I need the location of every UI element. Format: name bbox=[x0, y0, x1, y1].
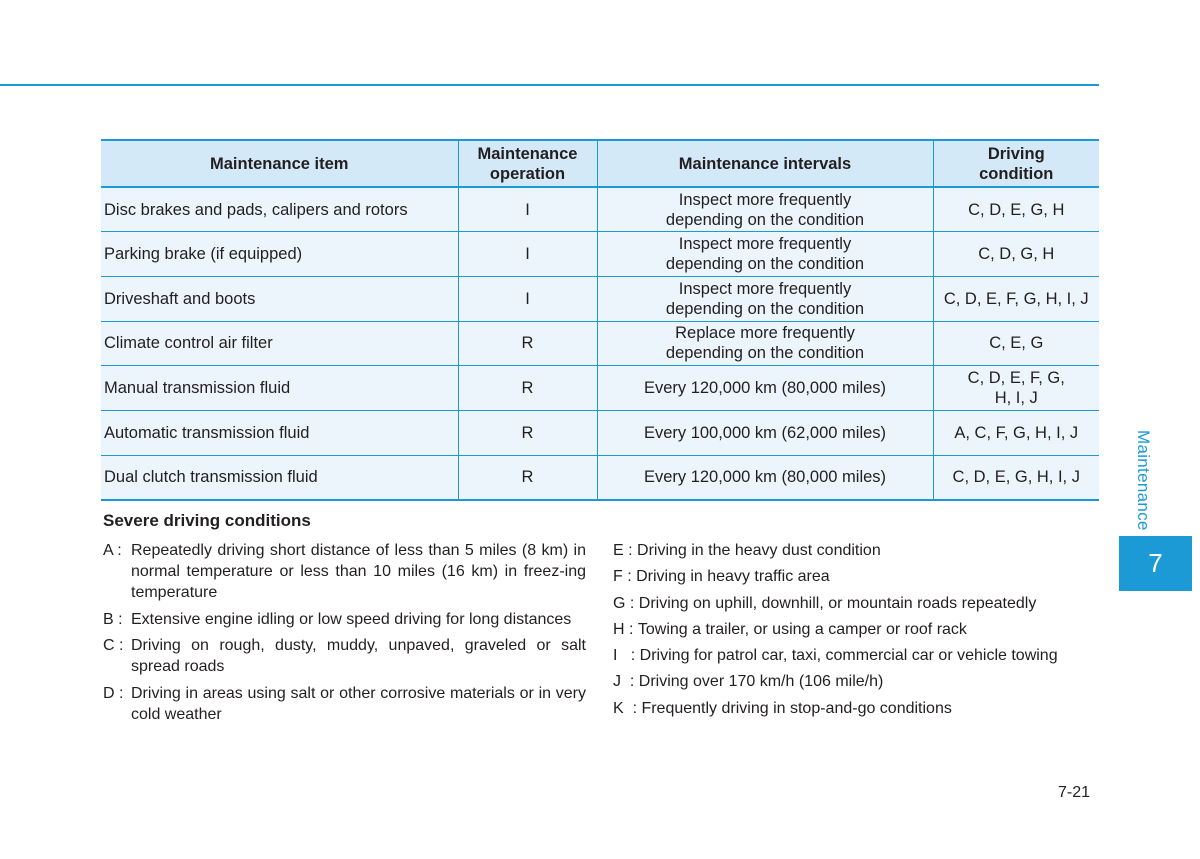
chapter-number: 7 bbox=[1148, 548, 1163, 578]
list-item bbox=[613, 593, 1093, 614]
condition-text: Driving in areas using salt or other corrosive materials or in very cold weather bbox=[131, 684, 586, 723]
table-row bbox=[101, 455, 1099, 500]
list-item bbox=[613, 671, 1093, 692]
list-item bbox=[103, 683, 586, 725]
condition-letter: F : bbox=[613, 568, 637, 586]
condition-text: Driving on uphill, downhill, or mountain roads repeatedly bbox=[638, 594, 1037, 612]
list-item bbox=[613, 645, 1093, 666]
table-row bbox=[101, 321, 1099, 366]
condition-text: Driving on rough, dusty, muddy, unpaved, graveled or salt spread roads bbox=[131, 637, 586, 675]
condition-text: Extensive engine idling or low speed driving for long distances bbox=[131, 610, 572, 628]
cell-operation: I bbox=[458, 276, 597, 321]
list-item bbox=[613, 698, 1093, 719]
condition-letter: A : bbox=[103, 542, 122, 559]
top-rule bbox=[0, 84, 1099, 86]
cell-operation: R bbox=[458, 366, 597, 411]
cell-condition: A, C, F, G, H, I, J bbox=[933, 410, 1099, 455]
cell-interval: Every 120,000 km (80,000 miles) bbox=[597, 366, 933, 411]
condition-letter: K : bbox=[613, 699, 642, 717]
page-number: 7-21 bbox=[1058, 784, 1091, 801]
condition-letter: C : bbox=[103, 637, 124, 654]
cell-item: Disc brakes and pads, calipers and rotors bbox=[101, 187, 458, 232]
cell-interval: Replace more frequently depending on the condition bbox=[597, 321, 933, 366]
condition-text: Driving in the heavy dust condition bbox=[637, 542, 881, 559]
list-item bbox=[103, 635, 586, 677]
condition-text: Driving in heavy traffic area bbox=[636, 568, 830, 586]
condition-letter: E : bbox=[613, 542, 638, 559]
cell-interval: Inspect more frequently depending on the condition bbox=[597, 276, 933, 321]
cell-operation: I bbox=[458, 187, 597, 232]
condition-letter: H : bbox=[613, 620, 638, 638]
cell-interval: Inspect more frequently depending on the condition bbox=[597, 232, 933, 277]
cell-condition: C, D, E, F, G, H, I, J bbox=[933, 366, 1099, 411]
condition-letter: B : bbox=[103, 610, 123, 628]
table-row bbox=[101, 366, 1099, 411]
condition-text: Frequently driving in stop-and-go conditions bbox=[641, 699, 952, 717]
cell-item: Parking brake (if equipped) bbox=[101, 232, 458, 277]
table-row bbox=[101, 276, 1099, 321]
cell-item: Driveshaft and boots bbox=[101, 276, 458, 321]
condition-text: Towing a trailer, or using a camper or roof rack bbox=[637, 620, 967, 638]
cell-interval: Every 120,000 km (80,000 miles) bbox=[597, 455, 933, 500]
header-maintenance-operation: Maintenance operation bbox=[458, 140, 597, 187]
maintenance-table bbox=[101, 139, 1099, 501]
cell-condition: C, D, E, G, H, I, J bbox=[933, 455, 1099, 500]
condition-text: Driving for patrol car, taxi, commercial car or vehicle towing bbox=[639, 647, 1058, 665]
header-maintenance-intervals: Maintenance intervals bbox=[597, 140, 933, 187]
cell-item: Automatic transmission fluid bbox=[101, 410, 458, 455]
cell-operation: R bbox=[458, 321, 597, 366]
list-item bbox=[613, 619, 1093, 640]
cell-operation: R bbox=[458, 455, 597, 500]
header-driving-condition: Driving condition bbox=[933, 140, 1099, 187]
table-row bbox=[101, 410, 1099, 455]
header-maintenance-item: Maintenance item bbox=[101, 140, 458, 187]
condition-letter: D : bbox=[103, 684, 124, 702]
condition-text: Driving over 170 km/h (106 mile/h) bbox=[638, 673, 884, 691]
cell-item: Dual clutch transmission fluid bbox=[101, 455, 458, 500]
table-header-row bbox=[101, 140, 1099, 187]
list-item bbox=[103, 540, 586, 603]
list-item bbox=[103, 609, 586, 630]
conditions-left-column bbox=[103, 540, 586, 730]
cell-item: Climate control air filter bbox=[101, 321, 458, 366]
condition-letter: J : bbox=[613, 673, 639, 691]
condition-letter: I : bbox=[613, 647, 640, 665]
cell-condition: C, D, E, F, G, H, I, J bbox=[933, 276, 1099, 321]
cell-operation: I bbox=[458, 232, 597, 277]
cell-item: Manual transmission fluid bbox=[101, 366, 458, 411]
cell-interval: Every 100,000 km (62,000 miles) bbox=[597, 410, 933, 455]
list-item bbox=[613, 540, 1093, 561]
table-row bbox=[101, 187, 1099, 232]
cell-condition: C, D, G, H bbox=[933, 232, 1099, 277]
cell-condition: C, E, G bbox=[933, 321, 1099, 366]
chapter-tab bbox=[1119, 536, 1192, 591]
severe-conditions-title: Severe driving conditions bbox=[103, 511, 311, 530]
cell-operation: R bbox=[458, 410, 597, 455]
condition-text: Repeatedly driving short distance of less than 5 miles (8 km) in normal temperature or less than 10 miles (16 km) in freez-ing temperature bbox=[131, 542, 586, 601]
section-tab-label: Maintenance bbox=[1134, 430, 1153, 531]
cell-interval: Inspect more frequently depending on the condition bbox=[597, 187, 933, 232]
list-item bbox=[613, 566, 1093, 587]
condition-letter: G : bbox=[613, 594, 639, 612]
conditions-right-column bbox=[613, 540, 1093, 724]
cell-condition: C, D, E, G, H bbox=[933, 187, 1099, 232]
table-row bbox=[101, 232, 1099, 277]
